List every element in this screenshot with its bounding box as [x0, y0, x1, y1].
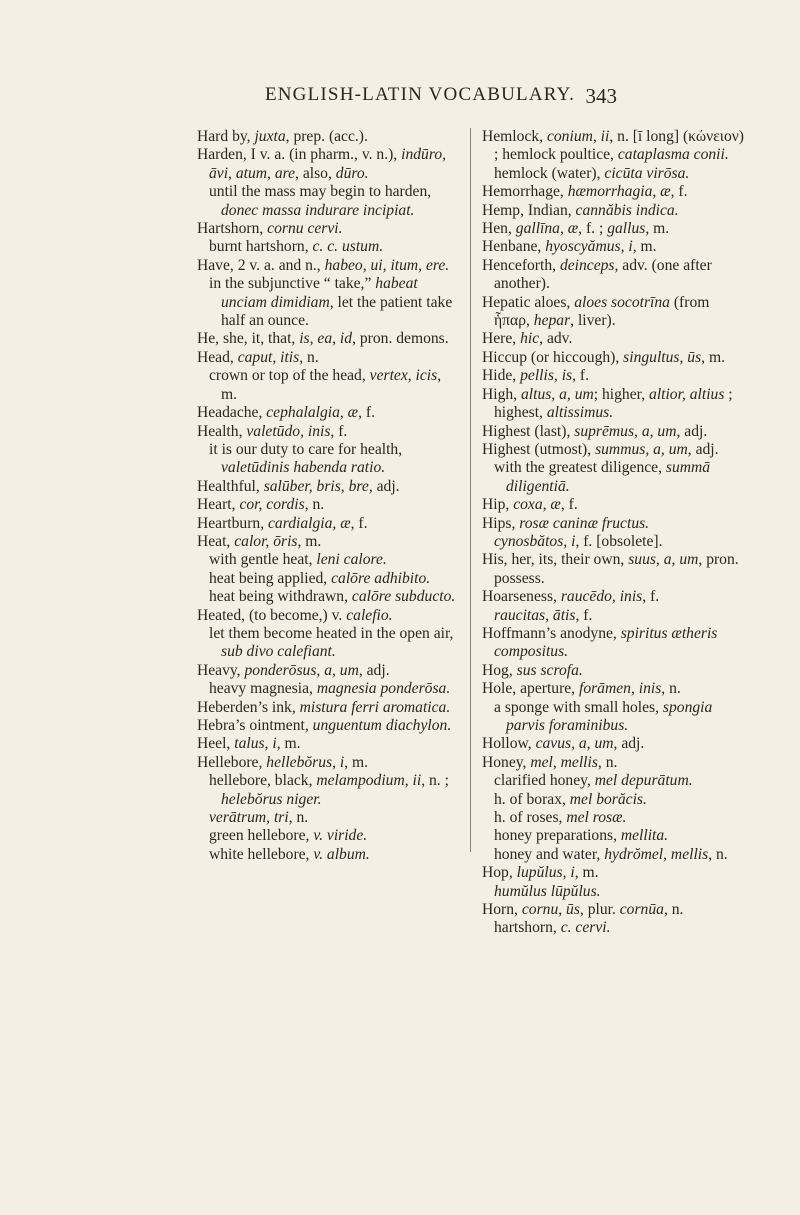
entry-text: Henceforth,	[482, 256, 560, 274]
dictionary-subentry	[209, 588, 459, 606]
entry-text: , m.	[344, 753, 369, 771]
entry-text: Heberden’s ink,	[197, 698, 300, 716]
entry-text: Hepatic aloes,	[482, 293, 575, 311]
entry-text: Hog,	[482, 661, 517, 679]
latin-term: hellebŏrus, i	[266, 753, 345, 771]
dictionary-subentry	[494, 845, 744, 864]
entry-text: Hoffmann’s anodyne,	[482, 624, 621, 642]
latin-term: summus, a, um	[595, 440, 688, 458]
entry-text: Health,	[197, 422, 247, 440]
latin-term: cavus, a, um	[535, 735, 614, 753]
entry-text: Hoarseness,	[482, 588, 561, 606]
latin-term: cannăbis indica.	[575, 201, 679, 219]
entry-text: Highest (utmost),	[482, 440, 596, 458]
latin-term: hic	[520, 330, 540, 348]
entry-text: let them become heated in the open air,	[209, 624, 454, 642]
running-header	[0, 84, 800, 106]
latin-term: c. c. ustum.	[312, 238, 384, 256]
dictionary-subentry	[494, 809, 744, 827]
entry-text: , m.	[221, 367, 442, 403]
latin-term: cornūa	[619, 901, 664, 919]
latin-term: singultus, ūs	[623, 348, 702, 366]
latin-term: suprēmus, a, um	[574, 422, 677, 440]
entry-text: Horn,	[482, 901, 522, 919]
dictionary-entry	[482, 588, 744, 606]
dictionary-entry	[482, 238, 744, 256]
entry-text: , f. ;	[578, 220, 608, 238]
dictionary-subentry	[209, 827, 459, 845]
latin-term: altissimus.	[546, 404, 614, 422]
entry-text: , f.	[560, 496, 578, 514]
dictionary-subentry	[209, 551, 459, 569]
dictionary-entry	[197, 404, 459, 422]
dictionary-subentry	[209, 183, 459, 220]
entry-text: , n.	[304, 496, 325, 514]
entry-text: , adj.	[368, 477, 400, 495]
latin-term: cornu, ūs	[521, 901, 580, 919]
latin-term: juxta	[254, 128, 286, 145]
entry-text: , adj.	[358, 661, 390, 679]
entry-text: with the greatest diligence,	[494, 459, 666, 477]
entry-text: white hellebore,	[209, 845, 314, 863]
dictionary-entry	[197, 496, 459, 514]
dictionary-entry	[197, 146, 459, 183]
latin-term: conium, ii	[546, 128, 610, 145]
latin-term: sub divo calefiant.	[221, 643, 336, 661]
entry-text: green hellebore,	[209, 827, 314, 845]
latin-term: altus, a, um	[520, 385, 594, 403]
dictionary-entry	[197, 606, 459, 625]
dictionary-entry	[482, 514, 744, 533]
latin-term: mellita.	[620, 827, 669, 845]
entry-text: h. of borax,	[494, 790, 570, 808]
entry-text: , f.	[575, 606, 593, 624]
latin-term: calor, ōris	[234, 532, 298, 550]
latin-term: cicūta virōsa.	[604, 164, 690, 182]
entry-text: Harden, I v. a. (in pharm., v. n.),	[197, 146, 402, 164]
dictionary-entry	[482, 440, 744, 459]
dictionary-subentry	[209, 624, 459, 662]
latin-term: c. cervi.	[560, 919, 611, 937]
entry-text: , prep. (acc.).	[285, 128, 368, 145]
entry-text: ; highest,	[494, 385, 733, 422]
page-number: 343	[585, 84, 617, 108]
entry-text: , f.	[642, 588, 660, 606]
entry-text: , adv. (one after another).	[494, 256, 712, 293]
latin-term: spiritus ætheris compositus.	[494, 624, 718, 661]
latin-term: coxa, æ	[513, 496, 561, 514]
entry-text: Hartshorn,	[197, 220, 268, 238]
entry-text: Healthful,	[197, 477, 264, 495]
entry-text: Henbane,	[482, 238, 546, 256]
entry-text: , f. [obsolete].	[575, 532, 663, 550]
entry-text: Hen,	[482, 220, 516, 238]
entry-text: , f.	[670, 183, 688, 201]
entry-text: Hole, aperture,	[482, 680, 579, 698]
entry-text: honey and water,	[494, 845, 605, 863]
entry-text: heavy magnesia,	[209, 680, 317, 698]
dictionary-entry	[197, 128, 459, 146]
entry-text: Hollow,	[482, 735, 536, 753]
latin-term: cor, cordis	[239, 496, 305, 514]
entry-text: Heated, (to become,) v.	[197, 606, 347, 624]
latin-term: is, ea, id	[299, 330, 353, 348]
dictionary-subentry	[494, 698, 744, 736]
dictionary-entry	[482, 624, 744, 662]
entry-text: Hemorrhage,	[482, 183, 568, 201]
latin-term: cataplasma conii.	[617, 146, 729, 164]
entry-text: , n.	[661, 680, 681, 698]
latin-term: cardialgia, æ	[268, 514, 351, 532]
dictionary-subentry	[209, 569, 459, 588]
entry-text: Hop,	[482, 864, 517, 882]
dictionary-entry	[482, 256, 744, 294]
latin-term: calefio.	[346, 606, 393, 624]
dictionary-subentry	[494, 790, 744, 809]
dictionary-entry	[482, 735, 744, 753]
entry-text: Heartburn,	[197, 514, 269, 532]
dictionary-subentry	[494, 606, 744, 625]
entry-text: Hemp, Indian,	[482, 201, 576, 219]
entry-text: Here,	[482, 330, 521, 348]
entry-text: , m.	[701, 348, 725, 366]
entry-text: , pron. demons.	[352, 330, 449, 348]
page-title: ENGLISH-LATIN VOCABULARY.	[264, 84, 576, 105]
entry-text: heat being applied,	[209, 569, 332, 587]
latin-term: verātrum, tri	[209, 809, 289, 827]
latin-term: gallus	[607, 220, 646, 238]
latin-term: spongia parvis foraminibus.	[506, 698, 713, 734]
latin-term: sus scrofa.	[516, 661, 583, 679]
latin-term: raucitas, ātis	[494, 606, 576, 624]
entry-text: ; higher,	[593, 385, 650, 403]
dictionary-subentry	[209, 275, 459, 330]
entry-text: , m.	[297, 532, 322, 550]
entry-text: , let the patient take half an ounce.	[221, 293, 453, 330]
left-column	[197, 128, 459, 864]
entry-text: hemlock (water),	[494, 164, 605, 182]
dictionary-entry	[482, 753, 744, 772]
entry-text: in the subjunctive “ take,”	[209, 275, 376, 293]
dictionary-entry	[197, 514, 459, 533]
latin-term: hæmorrhagia, æ	[567, 183, 671, 201]
entry-text: , m.	[276, 735, 301, 753]
entry-text: Hip,	[482, 496, 514, 514]
entry-text: , plur.	[579, 901, 620, 919]
dictionary-entry	[197, 220, 459, 238]
entry-text: clarified honey,	[494, 772, 595, 790]
entry-text: Hide,	[482, 367, 521, 385]
entry-text: Heavy,	[197, 661, 245, 679]
dictionary-entry	[197, 477, 459, 496]
entry-text: , n.	[299, 348, 319, 366]
latin-term: valetūdo, inis	[246, 422, 331, 440]
entry-text: , adj.	[687, 440, 719, 458]
dictionary-subentry	[209, 680, 459, 698]
entry-text: Hemlock,	[482, 128, 547, 145]
entry-text: Heart,	[197, 496, 240, 514]
entry-text: Highest (last),	[482, 422, 575, 440]
latin-term: lupŭlus, i	[516, 864, 575, 882]
entry-text: it is our duty to care for health,	[209, 440, 403, 458]
latin-term: magnesia ponderōsa.	[316, 680, 451, 698]
dictionary-entry	[482, 220, 744, 238]
latin-term: gallīna, æ	[515, 220, 579, 238]
dictionary-entry	[197, 698, 459, 717]
dictionary-subentry	[494, 459, 744, 496]
entry-text: a sponge with small holes,	[494, 698, 663, 716]
latin-term: altior, altius	[649, 385, 725, 403]
latin-term: cornu cervi.	[267, 220, 343, 238]
right-column	[482, 128, 744, 938]
dictionary-subentry	[494, 919, 744, 937]
latin-term: deinceps	[559, 256, 615, 274]
latin-term: calōre adhibito.	[331, 569, 431, 587]
entry-text: Head,	[197, 348, 238, 366]
entry-text: , adj.	[676, 422, 708, 440]
latin-term: mel borăcis.	[569, 790, 647, 808]
dictionary-entry	[482, 128, 744, 165]
dictionary-entry	[482, 201, 744, 220]
entry-text: , also,	[295, 164, 336, 182]
dictionary-entry	[482, 680, 744, 698]
entry-text: (from ἧπαρ,	[494, 293, 710, 330]
dictionary-subentry	[494, 882, 744, 901]
latin-term: mel rosæ.	[566, 809, 627, 827]
latin-term: forāmen, inis	[578, 680, 662, 698]
dictionary-subentry	[494, 772, 744, 790]
dictionary-entry	[197, 735, 459, 753]
latin-term: calōre subducto.	[351, 588, 456, 606]
latin-term: ponderōsus, a, um	[244, 661, 359, 679]
entry-text: hellebore, black,	[209, 772, 317, 790]
latin-term: mel, mellis	[530, 753, 598, 771]
latin-term: unguentum diachylon.	[312, 717, 452, 734]
dictionary-entry	[482, 422, 744, 441]
entry-text: His, her, its, their own,	[482, 551, 629, 569]
dictionary-subentry	[494, 532, 744, 551]
latin-term: caput, itis	[237, 348, 300, 366]
entry-text: He, she, it, that,	[197, 330, 300, 348]
entry-text: , liver).	[570, 312, 616, 330]
latin-term: summā diligentiā.	[506, 459, 711, 495]
latin-term: humŭlus lūpŭlus.	[494, 882, 601, 900]
latin-term: salūber, bris, bre	[263, 477, 369, 495]
entry-text: Hellebore,	[197, 753, 267, 771]
latin-term: rosæ caninæ fructus.	[519, 514, 650, 532]
entry-text: honey preparations,	[494, 827, 621, 845]
latin-term: hyoscyămus, i	[545, 238, 633, 256]
latin-term: mistura ferri aromatica.	[299, 698, 451, 716]
entry-text: h. of roses,	[494, 809, 567, 827]
dictionary-subentry	[494, 827, 744, 845]
dictionary-entry	[197, 532, 459, 551]
dictionary-entry	[482, 496, 744, 514]
dictionary-entry	[482, 367, 744, 385]
latin-term: dūro.	[335, 164, 369, 182]
entry-text: , m.	[632, 238, 657, 256]
latin-term: habeat unciam dimidiam	[221, 275, 418, 311]
latin-term: hepar	[533, 312, 571, 330]
entry-text: Heel,	[197, 735, 235, 753]
entry-text: , n.	[597, 753, 618, 771]
entry-text: , f.	[358, 404, 375, 422]
dictionary-entry	[197, 661, 459, 680]
entry-text: heat being withdrawn,	[209, 588, 352, 606]
dictionary-entry	[197, 348, 459, 367]
dictionary-subentry	[209, 809, 459, 827]
entry-text: Have, 2 v. a. and n.,	[197, 256, 325, 274]
entry-text: , adj.	[613, 735, 645, 753]
latin-term: suus, a, um	[628, 551, 699, 569]
entry-text: with gentle heat,	[209, 551, 317, 569]
dictionary-entry	[197, 717, 459, 735]
latin-term: donec massa indurare incipiat.	[221, 201, 415, 219]
dictionary-subentry	[209, 238, 459, 256]
latin-term: cephalalgia, æ	[266, 404, 359, 422]
column-divider	[470, 128, 471, 852]
latin-term: indūro, āvi, atum, are	[209, 146, 447, 182]
latin-term: aloes socotrīna	[574, 293, 670, 311]
latin-term: v. album.	[313, 845, 370, 863]
entry-text: High,	[482, 385, 521, 403]
latin-term: valetūdinis habenda ratio.	[221, 459, 386, 477]
entry-text: , n.	[708, 845, 728, 863]
entry-text: , f.	[572, 367, 589, 385]
dictionary-entry	[482, 551, 744, 588]
latin-term: helebŏrus niger.	[221, 790, 322, 808]
dictionary-entry	[197, 256, 459, 275]
dictionary-entry	[197, 753, 459, 772]
entry-text: , pron. possess.	[494, 551, 739, 587]
entry-text: Hiccup (or hiccough),	[482, 348, 624, 366]
dictionary-entry	[197, 422, 459, 441]
latin-term: vertex, icis	[369, 367, 438, 385]
dictionary-entry	[197, 330, 459, 348]
latin-term: mel depurātum.	[594, 772, 693, 790]
entry-text: , m.	[574, 864, 599, 882]
dictionary-subentry	[209, 772, 459, 809]
dictionary-subentry	[209, 367, 459, 404]
latin-term: cynosbătos, i	[494, 532, 576, 550]
latin-term: raucēdo, inis	[560, 588, 643, 606]
latin-term: melampodium, ii	[316, 772, 422, 790]
entry-text: , f.	[350, 514, 368, 532]
dictionary-subentry	[209, 845, 459, 864]
entry-text: hartshorn,	[494, 919, 561, 937]
entry-text: , n. ;	[421, 772, 449, 790]
entry-text: until the mass may begin to harden,	[209, 183, 432, 201]
entry-text: , n. [ī long] (κώνειον) ; hemlock poultice,	[494, 128, 744, 164]
entry-text: , m.	[645, 220, 670, 238]
entry-text: crown or top of the head,	[209, 367, 370, 385]
entry-text: , adv.	[539, 330, 573, 348]
latin-term: habeo, ui, itum, ere.	[324, 256, 450, 274]
entry-text: , n.	[288, 809, 309, 827]
latin-term: hydrŏmel, mellis	[604, 845, 709, 863]
latin-term: leni calore.	[316, 551, 387, 569]
dictionary-entry	[482, 385, 744, 423]
entry-text: burnt hartshorn,	[209, 238, 313, 256]
dictionary-subentry	[209, 440, 459, 478]
dictionary-subentry	[494, 164, 744, 183]
dictionary-entry	[482, 864, 744, 882]
dictionary-entry	[482, 661, 744, 680]
dictionary-entry	[482, 330, 744, 348]
entry-text: , n.	[663, 901, 684, 919]
entry-text: Heat,	[197, 532, 235, 550]
entry-text: , f.	[330, 422, 348, 440]
dictionary-entry	[482, 293, 744, 331]
latin-term: pellis, is	[520, 367, 573, 385]
entry-text: Hebra’s ointment,	[197, 717, 313, 734]
entry-text: Headache,	[197, 404, 267, 422]
latin-term: talus, i	[234, 735, 277, 753]
dictionary-entry	[482, 901, 744, 919]
entry-text: Hard by,	[197, 128, 255, 145]
dictionary-entry	[482, 183, 744, 201]
latin-term: v. viride.	[313, 827, 368, 845]
dictionary-entry	[482, 348, 744, 367]
entry-text: Honey,	[482, 753, 531, 771]
entry-text: Hips,	[482, 514, 520, 532]
